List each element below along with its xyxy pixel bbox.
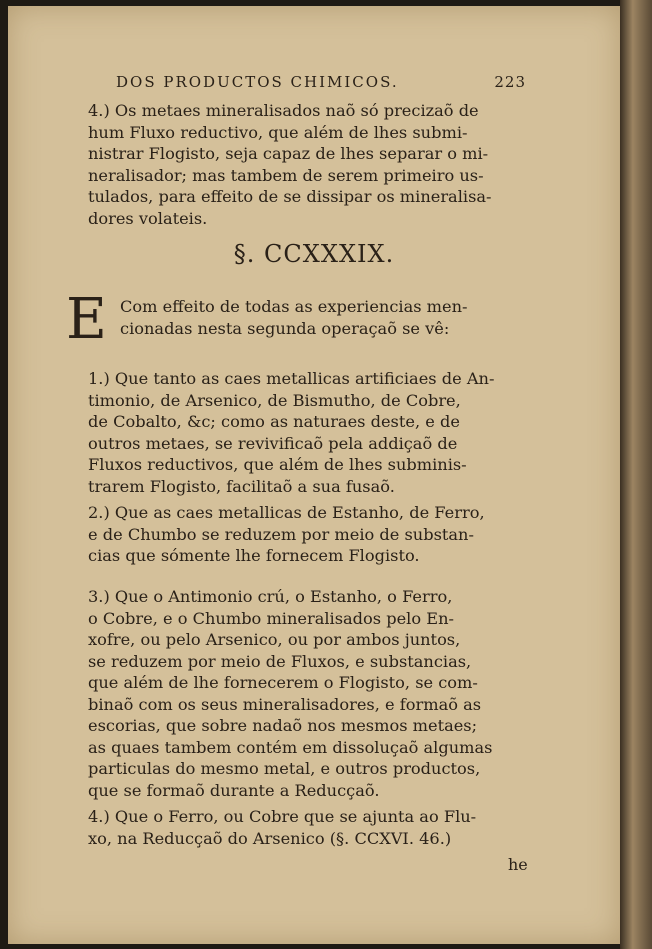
text-line: tulados, para effeito de se dissipar os mineralisa- bbox=[88, 187, 492, 206]
text-line: outros metaes, se revivificaõ pela addiçaõ de bbox=[88, 433, 458, 453]
drop-cap: E bbox=[66, 287, 107, 352]
list-item-1 bbox=[88, 368, 528, 497]
text-line: Com effeito de todas as experiencias men- bbox=[120, 297, 468, 316]
text-line: se reduzem por meio de Fluxos, e substancias, bbox=[88, 651, 472, 671]
text-line: que além de lhe fornecerem o Flogisto, se com- bbox=[88, 673, 478, 692]
running-title: DOS PRODUCTOS CHIMICOS. bbox=[116, 73, 399, 91]
text-line: xo, na Reducçaõ do Arsenico (§. CCXVI. 46.) bbox=[88, 828, 452, 848]
text-line: hum Fluxo reductivo, que além de lhes submi- bbox=[88, 122, 468, 142]
page-number: 223 bbox=[494, 73, 526, 91]
text-line: nistrar Flogisto, seja capaz de lhes separar o mi- bbox=[88, 144, 489, 163]
list-item-2 bbox=[88, 502, 528, 567]
text-line: que se formaõ durante a Reducçaõ. bbox=[88, 780, 380, 800]
text-line: particulas do mesmo metal, e outros productos, bbox=[88, 759, 481, 778]
text-line: timonio, de Arsenico, de Bismutho, de Cobre, bbox=[88, 390, 461, 410]
section-title: §. CCXXXIX. bbox=[233, 240, 395, 268]
text-line: trarem Flogisto, facilitaõ a sua fusaõ. bbox=[88, 476, 395, 496]
text-line: Fluxos reductivos, que além de lhes subminis- bbox=[88, 455, 467, 474]
section-intro bbox=[120, 296, 528, 339]
text-line: 4.) Que o Ferro, ou Cobre que se ajunta ao Flu- bbox=[88, 807, 477, 826]
text-line: e de Chumbo se reduzem por meio de substan- bbox=[88, 524, 474, 544]
text-line: cionadas nesta segunda operaçaõ se vê: bbox=[120, 318, 450, 338]
catchword: he bbox=[508, 855, 528, 874]
text-line: binaõ com os seus mineralisadores, e formaõ as bbox=[88, 694, 482, 714]
list-item-3 bbox=[88, 586, 528, 801]
text-line: 4.) Os metaes mineralisados naõ só precizaõ de bbox=[88, 101, 479, 120]
list-item-4 bbox=[88, 806, 528, 849]
text-line: as quaes tambem contém em dissoluçaõ algumas bbox=[88, 737, 493, 757]
text-line: 3.) Que o Antimonio crú, o Estanho, o Ferro, bbox=[88, 587, 453, 606]
text-line: de Cobalto, &c; como as naturaes deste, e de bbox=[88, 412, 460, 431]
text-line: 2.) Que as caes metallicas de Estanho, de Ferro, bbox=[88, 503, 485, 522]
book-page bbox=[8, 6, 620, 944]
page-edge bbox=[620, 0, 652, 949]
text-line: dores volateis. bbox=[88, 208, 208, 228]
text-line: xofre, ou pelo Arsenico, ou por ambos juntos, bbox=[88, 630, 461, 649]
text-line: 1.) Que tanto as caes metallicas artificiaes de An- bbox=[88, 369, 495, 388]
text-line: o Cobre, e o Chumbo mineralisados pelo En- bbox=[88, 608, 454, 628]
text-line: cias que sómente lhe fornecem Flogisto. bbox=[88, 546, 420, 565]
text-line: escorias, que sobre nadaõ nos mesmos metaes; bbox=[88, 716, 478, 735]
top-paragraph bbox=[88, 100, 528, 229]
running-head bbox=[116, 72, 526, 94]
text-line: neralisador; mas tambem de serem primeiro us- bbox=[88, 165, 484, 185]
